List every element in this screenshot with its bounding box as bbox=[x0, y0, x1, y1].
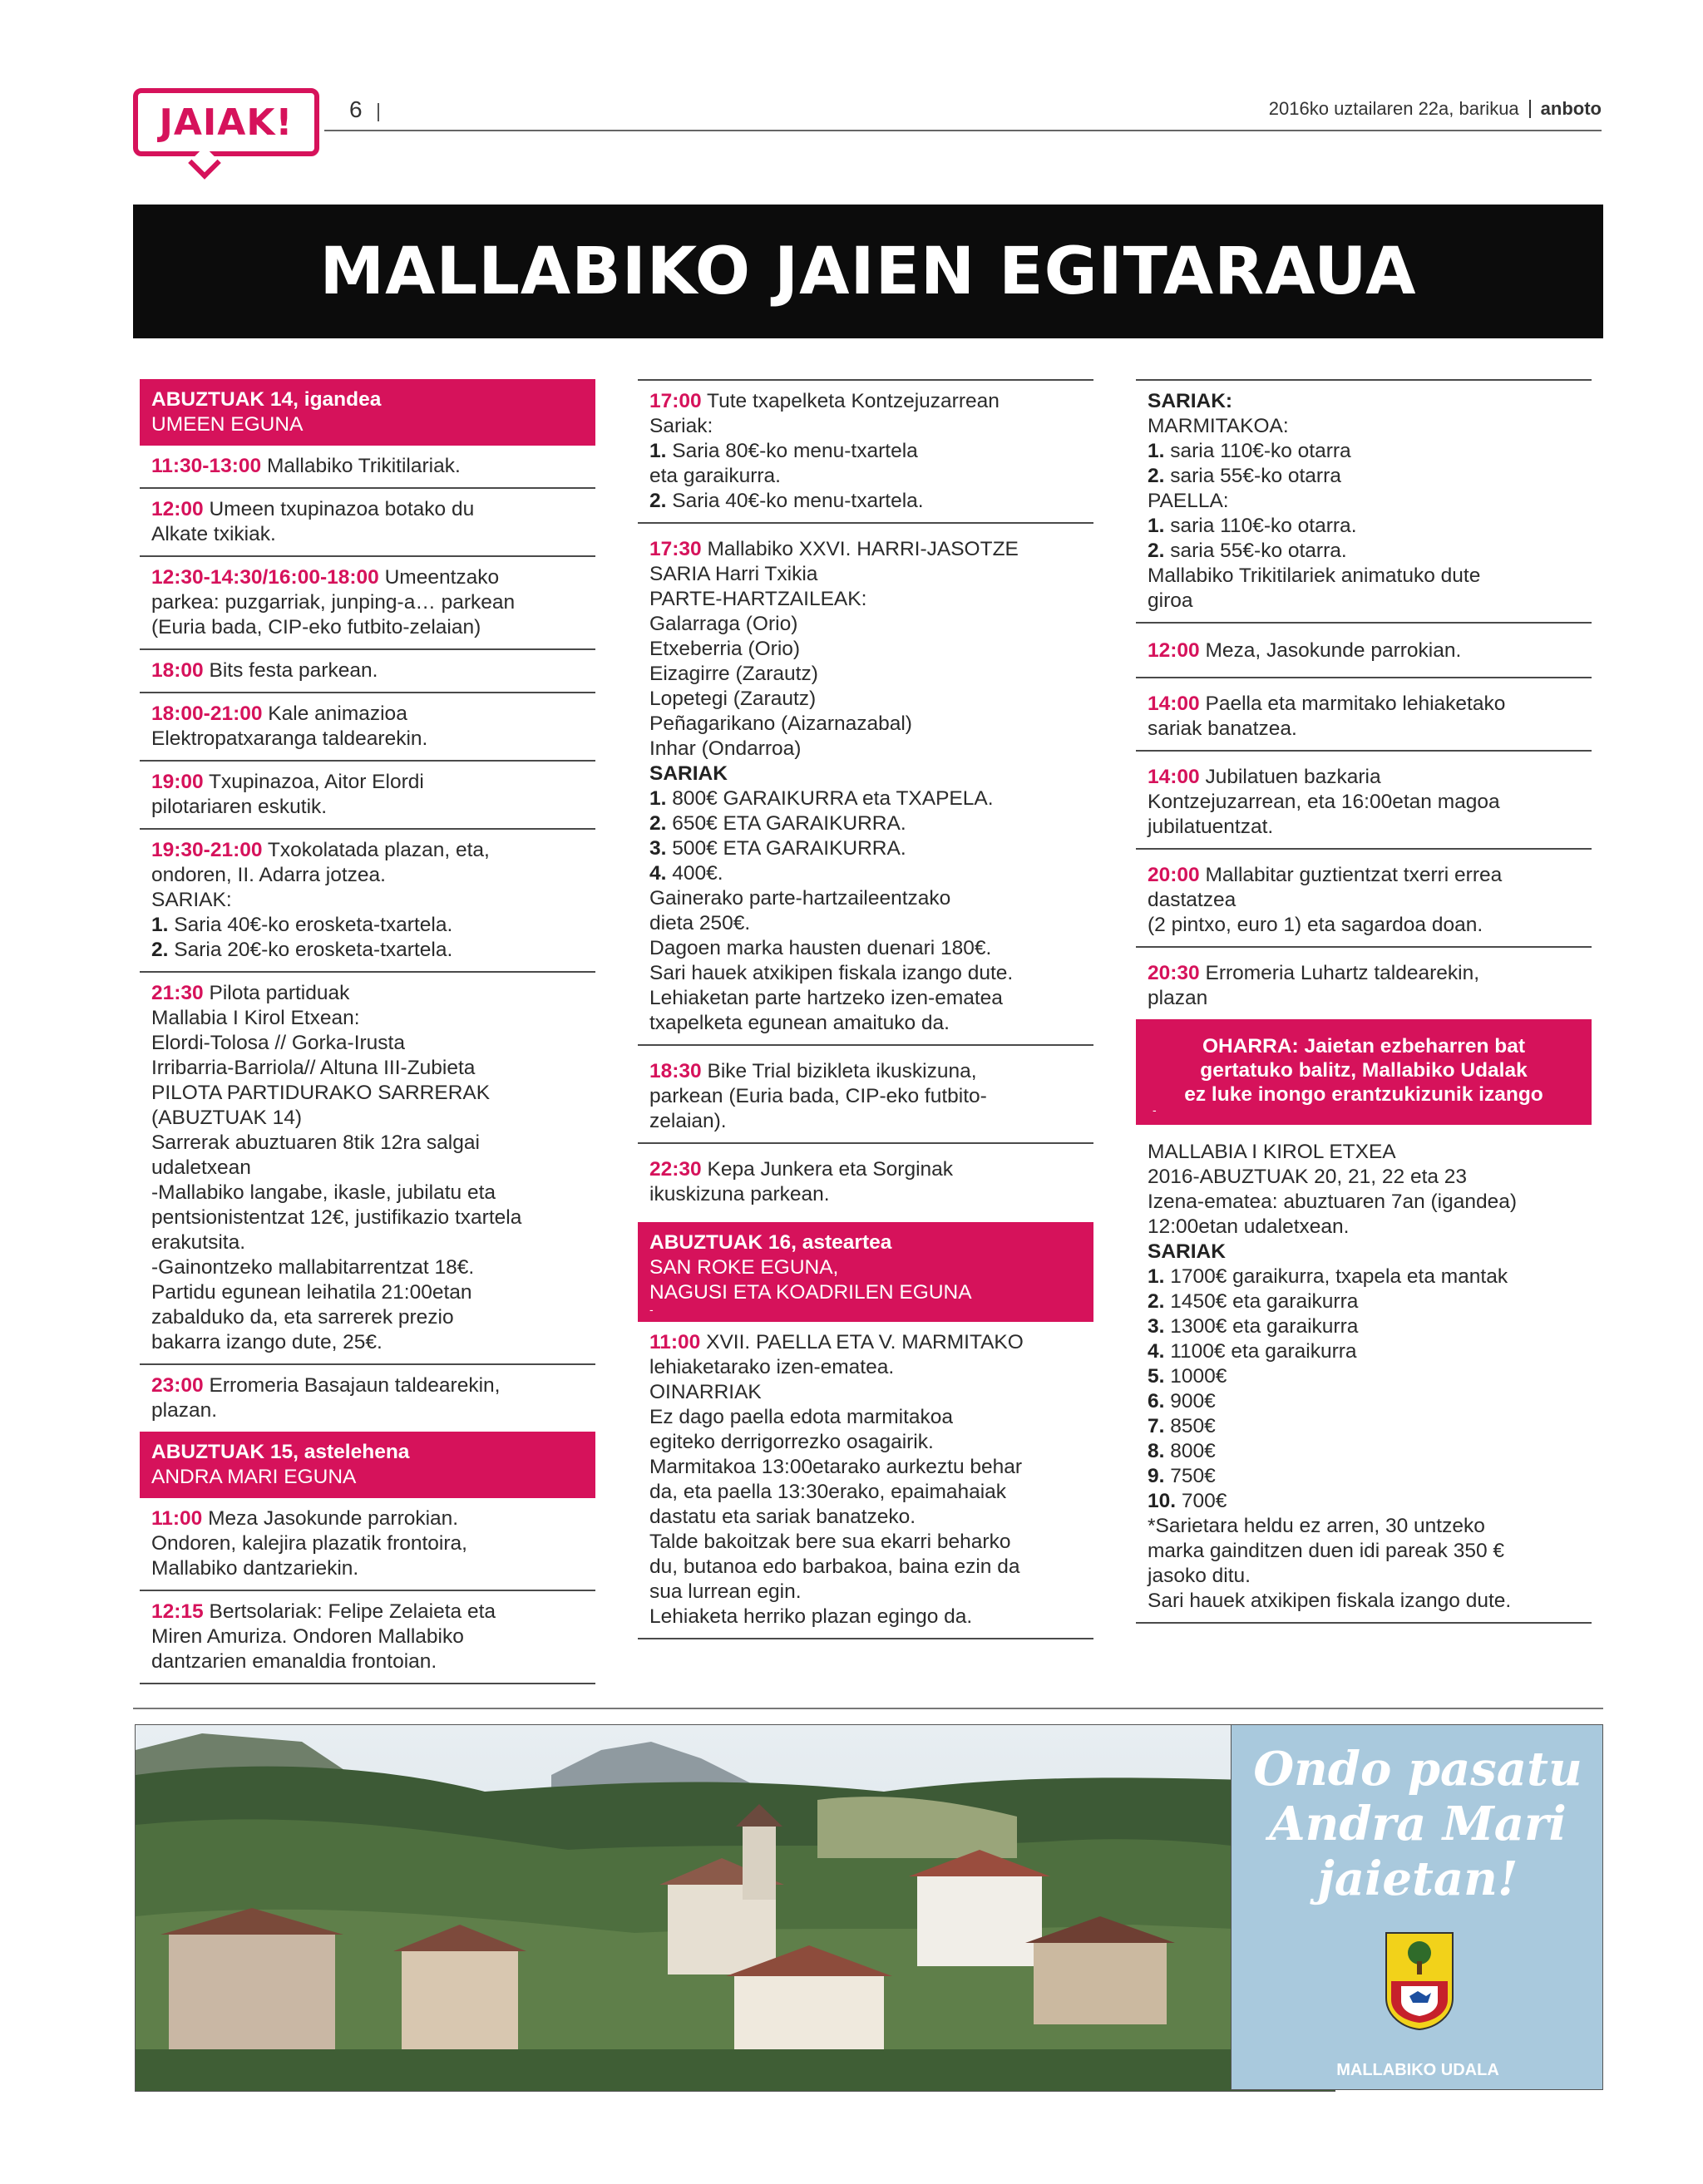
prize-text: 800€ bbox=[1170, 1440, 1216, 1462]
event-line: jubilatuentzat. bbox=[1148, 816, 1274, 838]
logo-text: JAIAK! bbox=[159, 101, 294, 144]
event-entry bbox=[140, 693, 595, 762]
slogan-line: Andra Mari bbox=[1269, 1797, 1567, 1851]
prize-line bbox=[649, 489, 1082, 514]
prize-text: saria 110€-ko otarra. bbox=[1170, 515, 1357, 537]
event-line: (Euria bada, CIP-eko futbito-zelaian) bbox=[151, 616, 481, 638]
event-text: Umeentzako bbox=[384, 566, 500, 589]
page-number: 6 bbox=[349, 96, 363, 122]
prize-number: 1. bbox=[1148, 440, 1165, 462]
event-entry bbox=[140, 1591, 595, 1684]
event-text: Bertsolariak: Felipe Zelaieta eta bbox=[209, 1600, 496, 1623]
prize-line bbox=[1148, 1464, 1580, 1489]
day-name-2: NAGUSI ETA KOADRILEN EGUNA bbox=[649, 1281, 972, 1304]
prize-number: 4. bbox=[1148, 1340, 1165, 1363]
event-line: Inhar (Ondarroa) bbox=[649, 737, 802, 760]
event-line: Partidu egunean leihatila 21:00etan bbox=[151, 1281, 472, 1304]
event-line: Lehiaketa herriko plazan egingo da. bbox=[649, 1605, 973, 1628]
event-line: ikuskizuna parkean. bbox=[649, 1183, 830, 1205]
prize-text: 800€ GARAIKURRA eta TXAPELA. bbox=[672, 787, 994, 810]
prizes-heading: SARIAK bbox=[649, 762, 728, 785]
note-line: ez luke inongo erantzukizunik izango bbox=[1184, 1083, 1543, 1106]
event-text: Bike Trial bizikleta ikuskizuna, bbox=[707, 1060, 977, 1082]
event-time: 21:30 bbox=[151, 982, 204, 1004]
jaiak-logo bbox=[133, 88, 319, 156]
event-line: zabalduko da, eta sarrerek prezio bbox=[151, 1306, 454, 1329]
prize-text: Saria 20€-ko erosketa-txartela. bbox=[174, 939, 453, 961]
event-line: Izena-ematea: abuztuaren 7an (igandea) bbox=[1148, 1191, 1518, 1213]
issue-dateline bbox=[1269, 98, 1602, 120]
event-text: Mallabitar guztientzat txerri errea bbox=[1205, 864, 1503, 886]
event-line: 12:00etan udaletxean. bbox=[1148, 1215, 1350, 1238]
prize-number: 2. bbox=[649, 812, 667, 835]
event-line: Marmitakoa 13:00etarako aurkeztu behar bbox=[649, 1456, 1023, 1478]
event-time: 22:30 bbox=[649, 1158, 702, 1181]
event-text: Umeen txupinazoa botako du bbox=[209, 498, 475, 520]
village-photo bbox=[135, 1724, 1335, 2092]
event-entry bbox=[140, 830, 595, 973]
prizes-heading: SARIAK: bbox=[1148, 390, 1233, 412]
event-line: Galarraga (Orio) bbox=[649, 613, 798, 635]
event-line: erakutsita. bbox=[151, 1231, 246, 1254]
event-text: Tute txapelketa Kontzejuzarrean bbox=[707, 390, 1000, 412]
prize-line bbox=[1148, 1414, 1580, 1439]
prize-number: 4. bbox=[649, 862, 667, 885]
event-line: Gainerako parte-hartzaileentzako bbox=[649, 887, 951, 910]
event-line: ondoren, II. Adarra jotzea. bbox=[151, 864, 386, 886]
event-line: du, butanoa edo barbakoa, baina ezin da bbox=[649, 1555, 1020, 1578]
event-text: XVII. PAELLA ETA V. MARMITAKO bbox=[706, 1331, 1024, 1353]
event-line: (ABUZTUAK 14) bbox=[151, 1107, 303, 1129]
event-text: Paella eta marmitako lehiaketako bbox=[1205, 693, 1506, 715]
event-text: Pilota partiduak bbox=[209, 982, 350, 1004]
event-time: 11:30-13:00 bbox=[151, 455, 262, 477]
event-line: udaletxean bbox=[151, 1156, 251, 1179]
event-time: 18:30 bbox=[649, 1060, 702, 1082]
event-line: eta garaikurra. bbox=[649, 465, 781, 487]
prize-text: 900€ bbox=[1170, 1390, 1216, 1412]
prize-line bbox=[1148, 439, 1580, 464]
event-line: Peñagarikano (Aizarnazabal) bbox=[649, 712, 912, 735]
event-line: Mallabia I Kirol Etxean: bbox=[151, 1007, 360, 1029]
event-line: *Sarietara heldu ez arren, 30 untzeko bbox=[1148, 1515, 1485, 1537]
prize-number: 2. bbox=[1148, 465, 1165, 487]
event-text: Meza, Jasokunde parrokian. bbox=[1205, 639, 1462, 662]
publication-name: anboto bbox=[1540, 98, 1602, 119]
prize-number: 3. bbox=[649, 837, 667, 860]
event-line: (2 pintxo, euro 1) eta sagardoa doan. bbox=[1148, 914, 1483, 936]
event-entry bbox=[1136, 948, 1592, 1019]
event-line: dantzarien emanaldia frontoian. bbox=[151, 1650, 437, 1673]
day-name: UMEEN EGUNA bbox=[151, 413, 304, 436]
prize-line bbox=[1148, 1364, 1580, 1389]
event-entry bbox=[140, 1498, 595, 1591]
event-time: 18:00-21:00 bbox=[151, 703, 263, 725]
event-text: Meza Jasokunde parrokian. bbox=[208, 1507, 459, 1530]
event-line: Etxeberria (Orio) bbox=[649, 638, 801, 660]
event-time: 11:00 bbox=[649, 1331, 701, 1353]
prize-line bbox=[649, 836, 1082, 861]
event-line: Lehiaketan parte hartzeko izen-ematea bbox=[649, 987, 1003, 1009]
event-line: SARIAK: bbox=[151, 889, 232, 911]
event-entry bbox=[140, 1365, 595, 1432]
event-line: Miren Amuriza. Ondoren Mallabiko bbox=[151, 1625, 464, 1648]
event-line: plazan. bbox=[151, 1399, 218, 1422]
prize-number: 2. bbox=[1148, 1290, 1165, 1313]
prize-number: 1. bbox=[649, 787, 667, 810]
event-line: Sari hauek atxikipen fiskala izango dute. bbox=[649, 962, 1014, 984]
prize-text: Saria 40€-ko erosketa-txartela. bbox=[174, 914, 453, 936]
event-line: Sari hauek atxikipen fiskala izango dute. bbox=[1148, 1590, 1512, 1612]
event-text: Mallabiko XXVI. HARRI-JASOTZE bbox=[707, 538, 1019, 560]
prize-line bbox=[649, 439, 1082, 464]
event-line: Dagoen marka hausten duenari 180€. bbox=[649, 937, 992, 959]
event-line: pentsionistentzat 12€, justifikazio txartela bbox=[151, 1206, 522, 1229]
disclaimer-note bbox=[1136, 1019, 1592, 1125]
event-entry bbox=[140, 489, 595, 557]
event-line: SARIA Harri Txikia bbox=[649, 563, 818, 585]
day-name: SAN ROKE EGUNA, bbox=[649, 1256, 839, 1279]
prizes-heading: SARIAK bbox=[1148, 1240, 1226, 1263]
event-time: 12:15 bbox=[151, 1600, 204, 1623]
event-time: 19:00 bbox=[151, 771, 204, 793]
event-entry bbox=[638, 1322, 1093, 1639]
event-line: PARTE-HARTZAILEAK: bbox=[649, 588, 867, 610]
prize-number: 10. bbox=[1148, 1490, 1177, 1512]
event-time: 20:00 bbox=[1148, 864, 1200, 886]
day-name: ANDRA MARI EGUNA bbox=[151, 1466, 357, 1488]
prize-text: saria 55€-ko otarra. bbox=[1170, 540, 1347, 562]
prize-line bbox=[1148, 1339, 1580, 1364]
event-entry bbox=[1136, 850, 1592, 948]
event-entry bbox=[638, 379, 1093, 524]
dateline-separator bbox=[1529, 100, 1531, 118]
tournament-block bbox=[1136, 1125, 1592, 1624]
event-text: Erromeria Basajaun taldearekin, bbox=[209, 1374, 501, 1397]
event-line: PAELLA: bbox=[1148, 490, 1229, 512]
event-time: 11:00 bbox=[151, 1507, 203, 1530]
event-line: sariak banatzea. bbox=[1148, 717, 1297, 740]
prize-text: 1700€ garaikurra, txapela eta mantak bbox=[1170, 1265, 1508, 1288]
event-line: MALLABIA I KIROL ETXEA bbox=[1148, 1141, 1396, 1163]
prize-text: 700€ bbox=[1181, 1490, 1227, 1512]
prize-text: saria 110€-ko otarra bbox=[1170, 440, 1351, 462]
prize-line bbox=[1148, 1489, 1580, 1514]
prize-line bbox=[1148, 514, 1580, 539]
event-text: Bits festa parkean. bbox=[209, 659, 378, 682]
day-header-aug15 bbox=[140, 1432, 595, 1498]
event-time: 14:00 bbox=[1148, 693, 1200, 715]
header-rule bbox=[324, 130, 1602, 131]
event-line: sua lurrean egin. bbox=[649, 1580, 802, 1603]
village-landscape-image bbox=[136, 1725, 1335, 2091]
prize-number: 1. bbox=[1148, 1265, 1165, 1288]
program-column-3 bbox=[1136, 379, 1592, 1624]
prize-line bbox=[1148, 1439, 1580, 1464]
event-line: jasoko ditu. bbox=[1148, 1565, 1251, 1587]
event-line: OINARRIAK bbox=[649, 1381, 762, 1403]
prize-line bbox=[649, 861, 1082, 886]
event-time: 20:30 bbox=[1148, 962, 1200, 984]
event-line: egiteko derrigorrezko osagairik. bbox=[649, 1431, 934, 1453]
event-line: Sariak: bbox=[649, 415, 713, 437]
prize-text: 650€ ETA GARAIKURRA. bbox=[672, 812, 906, 835]
prize-number: 2. bbox=[151, 939, 169, 961]
prize-text: Saria 80€-ko menu-txartela bbox=[672, 440, 918, 462]
event-entry bbox=[140, 973, 595, 1365]
title-banner bbox=[133, 205, 1603, 338]
greeting-advert bbox=[1231, 1724, 1603, 2090]
prize-number: 9. bbox=[1148, 1465, 1165, 1487]
event-line: -Mallabiko langabe, ikasle, jubilatu eta bbox=[151, 1181, 496, 1204]
event-line: Talde bakoitzak bere sua ekarri beharko bbox=[649, 1531, 1011, 1553]
prize-line bbox=[151, 913, 584, 938]
event-line: Kontzejuzarrean, eta 16:00etan magoa bbox=[1148, 791, 1500, 813]
event-entry bbox=[1136, 678, 1592, 752]
prize-line bbox=[1148, 1314, 1580, 1339]
prize-number: 1. bbox=[151, 914, 169, 936]
event-line: parkean (Euria bada, CIP-eko futbito- bbox=[649, 1085, 987, 1107]
prize-line bbox=[1148, 464, 1580, 489]
municipality-name: MALLABIKO UDALA bbox=[1336, 2061, 1499, 2079]
day-date: ABUZTUAK 16, asteartea bbox=[649, 1231, 892, 1254]
event-time: 23:00 bbox=[151, 1374, 204, 1397]
event-text: Jubilatuen bazkaria bbox=[1205, 766, 1381, 788]
event-line: -Gainontzeko mallabitarrentzat 18€. bbox=[151, 1256, 475, 1279]
event-line: PILOTA PARTIDURAKO SARRERAK bbox=[151, 1082, 491, 1104]
event-text: Erromeria Luhartz taldearekin, bbox=[1205, 962, 1480, 984]
event-line: MARMITAKOA: bbox=[1148, 415, 1289, 437]
event-time: 12:00 bbox=[1148, 639, 1200, 662]
prize-line bbox=[151, 938, 584, 963]
prize-number: 2. bbox=[1148, 540, 1165, 562]
note-line: OHARRA: Jaietan ezbeharren bat bbox=[1202, 1035, 1525, 1057]
event-entry bbox=[140, 650, 595, 693]
day-mark: - bbox=[649, 1303, 654, 1316]
event-line: txapelketa egunean amaituko da. bbox=[649, 1012, 950, 1034]
event-entry bbox=[638, 524, 1093, 1046]
prize-text: 1450€ eta garaikurra bbox=[1170, 1290, 1359, 1313]
event-line: Ez dago paella edota marmitakoa bbox=[649, 1406, 953, 1428]
prize-text: 400€. bbox=[672, 862, 723, 885]
event-time: 14:00 bbox=[1148, 766, 1200, 788]
bottom-rule bbox=[133, 1708, 1603, 1709]
prize-text: 1300€ eta garaikurra bbox=[1170, 1315, 1359, 1338]
prize-text: 850€ bbox=[1170, 1415, 1216, 1437]
prize-line bbox=[649, 786, 1082, 811]
note-mark: - bbox=[1153, 1103, 1157, 1117]
prize-number: 1. bbox=[1148, 515, 1165, 537]
prize-line bbox=[1148, 539, 1580, 564]
prize-number: 7. bbox=[1148, 1415, 1165, 1437]
event-time: 17:30 bbox=[649, 538, 702, 560]
day-date: ABUZTUAK 15, astelehena bbox=[151, 1441, 410, 1463]
note-line: gertatuko balitz, Mallabiko Udalak bbox=[1200, 1059, 1528, 1082]
issue-date: 2016ko uztailaren 22a, barikua bbox=[1268, 98, 1519, 119]
page-separator bbox=[378, 103, 379, 121]
prize-number: 6. bbox=[1148, 1390, 1165, 1412]
event-text: Kale animazioa bbox=[268, 703, 407, 725]
event-line: Eizagirre (Zarautz) bbox=[649, 663, 818, 685]
event-text: Kepa Junkera eta Sorginak bbox=[707, 1158, 954, 1181]
prize-line bbox=[1148, 1289, 1580, 1314]
event-line: bakarra izango dute, 25€. bbox=[151, 1331, 383, 1353]
event-line: dastatu eta sariak banatzeko. bbox=[649, 1506, 916, 1528]
day-header-aug14 bbox=[140, 379, 595, 446]
event-text: Mallabiko Trikitilariak. bbox=[266, 455, 461, 477]
event-line: Mallabiko Trikitilariek animatuko dute bbox=[1148, 564, 1481, 587]
prize-number: 2. bbox=[649, 490, 667, 512]
event-line: Alkate txikiak. bbox=[151, 523, 276, 545]
greeting-slogan bbox=[1248, 1742, 1587, 1906]
event-line: dieta 250€. bbox=[649, 912, 751, 934]
prize-line bbox=[1148, 1265, 1580, 1289]
prize-line bbox=[649, 811, 1082, 836]
event-time: 12:30-14:30/16:00-18:00 bbox=[151, 566, 379, 589]
prize-text: saria 55€-ko otarra bbox=[1170, 465, 1341, 487]
day-header-aug16 bbox=[638, 1222, 1093, 1322]
event-line: Ondoren, kalejira plazatik frontoira, bbox=[151, 1532, 467, 1555]
slogan-line: jaietan! bbox=[1317, 1851, 1518, 1906]
event-line: 2016-ABUZTUAK 20, 21, 22 eta 23 bbox=[1148, 1166, 1468, 1188]
event-entry bbox=[638, 1046, 1093, 1144]
event-line: da, eta paella 13:30erako, epaimahaiak bbox=[649, 1481, 1007, 1503]
event-text: Txokolatada plazan, eta, bbox=[267, 839, 490, 861]
prize-text: 1100€ eta garaikurra bbox=[1170, 1340, 1357, 1363]
event-line: pilotariaren eskutik. bbox=[151, 796, 328, 818]
prize-line bbox=[1148, 1389, 1580, 1414]
event-line: Elordi-Tolosa // Gorka-Irusta bbox=[151, 1032, 405, 1054]
event-time: 12:00 bbox=[151, 498, 204, 520]
event-entry bbox=[140, 762, 595, 830]
prize-block bbox=[1136, 379, 1592, 624]
event-line: giroa bbox=[1148, 589, 1193, 612]
event-line: zelaian). bbox=[649, 1110, 727, 1132]
event-time: 17:00 bbox=[649, 390, 702, 412]
event-entry bbox=[140, 557, 595, 650]
coat-of-arms-icon bbox=[1385, 1931, 1454, 2031]
event-line: plazan bbox=[1148, 987, 1208, 1009]
prize-number: 5. bbox=[1148, 1365, 1165, 1388]
event-line: Elektropatxaranga taldearekin. bbox=[151, 727, 428, 750]
slogan-line: Ondo pasatu bbox=[1253, 1742, 1582, 1797]
prize-text: 1000€ bbox=[1170, 1365, 1227, 1388]
event-line: lehiaketarako izen-ematea. bbox=[649, 1356, 895, 1378]
program-column-2 bbox=[638, 379, 1093, 1639]
event-line: parkea: puzgarriak, junping-a… parkean bbox=[151, 591, 516, 614]
event-text: Txupinazoa, Aitor Elordi bbox=[209, 771, 424, 793]
event-line: marka gainditzen duen idi pareak 350 € bbox=[1148, 1540, 1505, 1562]
event-line: Irribarria-Barriola// Altuna III-Zubieta bbox=[151, 1057, 476, 1079]
prize-number: 8. bbox=[1148, 1440, 1165, 1462]
event-entry bbox=[140, 446, 595, 489]
prize-number: 3. bbox=[1148, 1315, 1165, 1338]
prize-text: 750€ bbox=[1170, 1465, 1216, 1487]
event-line: Lopetegi (Zarautz) bbox=[649, 688, 817, 710]
event-line: dastatzea bbox=[1148, 889, 1237, 911]
event-time: 18:00 bbox=[151, 659, 204, 682]
day-date: ABUZTUAK 14, igandea bbox=[151, 388, 382, 411]
event-entry bbox=[1136, 624, 1592, 678]
page-title: MALLABIKO JAIEN EGITARAUA bbox=[319, 234, 1417, 309]
event-entry bbox=[638, 1144, 1093, 1215]
event-time: 19:30-21:00 bbox=[151, 839, 263, 861]
prize-text: Saria 40€-ko menu-txartela. bbox=[672, 490, 924, 512]
program-column-1 bbox=[140, 379, 595, 1684]
event-entry bbox=[1136, 752, 1592, 850]
prize-number: 1. bbox=[649, 440, 667, 462]
event-line: Sarrerak abuztuaren 8tik 12ra salgai bbox=[151, 1131, 480, 1154]
event-line: Mallabiko dantzariekin. bbox=[151, 1557, 359, 1580]
prize-text: 500€ ETA GARAIKURRA. bbox=[672, 837, 906, 860]
